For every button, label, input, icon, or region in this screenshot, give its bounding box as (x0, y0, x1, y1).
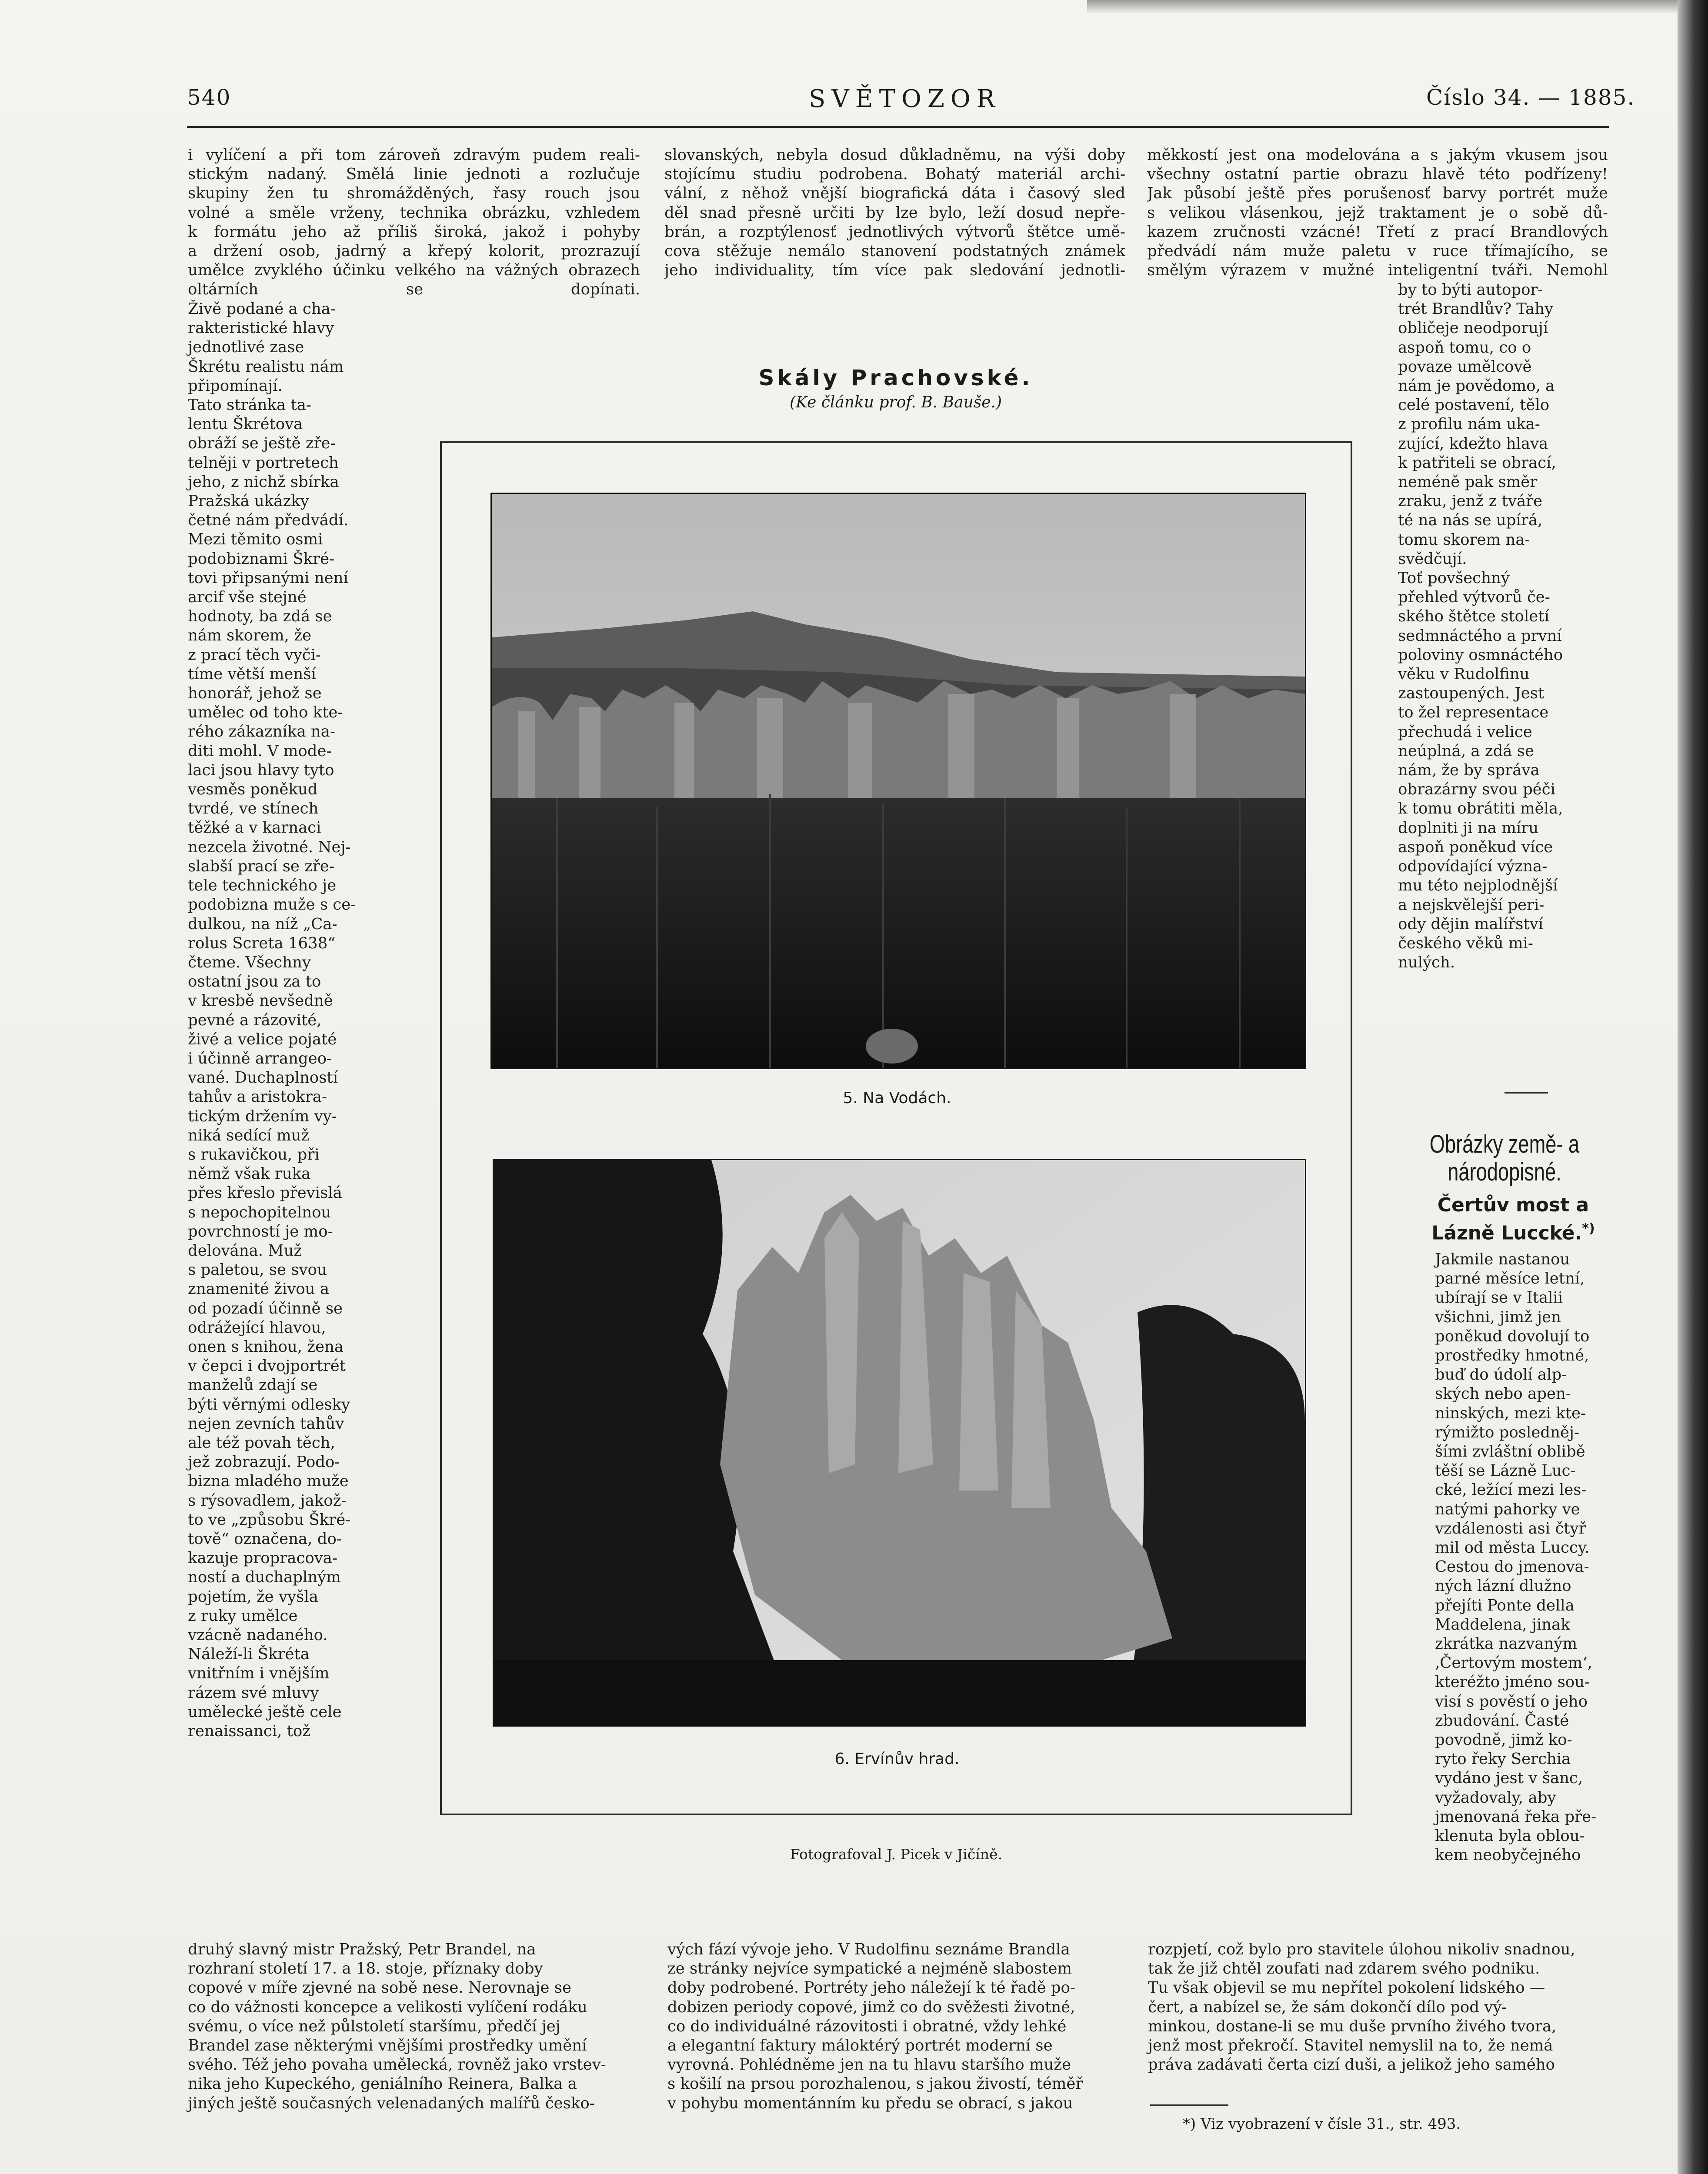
text-line: Jakmile nastanou (1435, 1250, 1570, 1268)
header-rule (187, 126, 1609, 128)
text-line: kem neobyčejného (1435, 1846, 1581, 1864)
text-line: v kresbě nevšedně (188, 992, 333, 1010)
text-line: prostředky hmotné, (1435, 1347, 1589, 1365)
text-line: Maddelena, jinak (1435, 1615, 1570, 1634)
text-line: celé postavení, tělo (1398, 396, 1550, 414)
text-line: parné měsíce letní, (1435, 1270, 1585, 1288)
text-line: umělec od toho kte- (188, 704, 343, 722)
article-title: Skály Prachovské. (758, 365, 1033, 390)
text-line: v čepci i dvojportrét (188, 1357, 346, 1375)
text-line: vyžadovaly, aby (1435, 1788, 1556, 1807)
text-line: rýmižto posledněj- (1435, 1423, 1579, 1441)
text-line: natými pahorky ve (1435, 1500, 1580, 1518)
text-line: ze stránky nejvíce sympatické a nejméně slabostem (667, 1960, 1072, 1978)
text-line: vesměs poněkud (188, 780, 318, 799)
text-line: cké, ležící mezi les- (1435, 1481, 1587, 1499)
text-line: s košilí na prsou porozhalenou, s jakou živostí, téměř (667, 2075, 1083, 2093)
text-line: i vylíčení a při tom zároveň zdravým pudem reali- (188, 146, 640, 164)
text-line: tele technického je (188, 877, 337, 895)
text-line: té na nás se upírá, (1398, 511, 1543, 530)
text-line: svědčují. (1398, 550, 1467, 568)
footnote: *) Viz vyobrazení v čísle 31., str. 493. (1183, 2115, 1461, 2133)
text-line: to ve „způsobu Škré- (188, 1510, 351, 1529)
text-line: tíme větší menší (188, 665, 316, 683)
text-line: tomu skorem na- (1398, 530, 1530, 549)
text-line: delována. Muž (188, 1241, 302, 1260)
text-line: přechudá i velice (1398, 723, 1532, 741)
text-line: poněkud dovolují to (1435, 1327, 1590, 1345)
text-line: nejen zevních tahův (188, 1414, 344, 1433)
text-line: Náleží-li Škréta (188, 1645, 310, 1664)
text-line: neméně pak směr (1398, 473, 1538, 491)
text-line: k tomu obrátiti měla, (1398, 800, 1563, 818)
text-line: ského štětce století (1398, 607, 1550, 626)
page-edge-shadow (1087, 0, 1696, 13)
text-line: arcif vše stejné (188, 588, 307, 607)
text-line: šími zvláštní oblibě (1435, 1443, 1585, 1461)
text-line: vydáno jest v šanc, (1435, 1769, 1583, 1787)
text-line: vnitřním i vnějším (188, 1664, 330, 1683)
text-line: němž však ruka (188, 1165, 311, 1183)
column-1-top-text (188, 146, 640, 300)
footnote-mark: *) (1582, 1221, 1595, 1236)
text-line: vzdálenosti asi čtyř (1435, 1519, 1586, 1537)
section-title-line-2: národopisné. (1448, 1158, 1561, 1186)
text-line: s nepochopitelnou (188, 1203, 331, 1221)
text-line: připomínají. (188, 377, 283, 395)
figure-6-caption: 6. Ervínův hrad. (834, 1750, 960, 1768)
text-line: renaissanci, tož (188, 1722, 310, 1741)
text-line: v pohybu momentánním ku předu se obrací, s jakou (667, 2094, 1073, 2112)
text-line: nám je povědomo, a (1398, 377, 1555, 395)
text-line: obrazárny svou péči (1398, 780, 1556, 799)
text-line: ubírají se v Italii (1435, 1289, 1563, 1307)
text-line: umělecké ještě cele (188, 1703, 342, 1721)
text-line: vzácně nadaného. (188, 1626, 328, 1644)
section-subtitle-text: Lázně Luccké. (1431, 1222, 1582, 1244)
text-line: rolus Screta 1638“ (188, 934, 336, 952)
text-line: živé a velice pojaté (188, 1030, 337, 1048)
text-line: rázem své mluvy (188, 1684, 319, 1702)
text-line: českého věků mi- (1398, 934, 1533, 952)
text-line: a nejskvělejší peri- (1398, 896, 1545, 914)
text-line: nezcela životné. Nej- (188, 838, 351, 856)
text-line: sedmnáctého a první (1398, 627, 1562, 645)
text-line: všechny ostatní partie obrazu hlavě této podřízeny! (1147, 165, 1608, 183)
text-line: niká sedící muž (188, 1126, 310, 1144)
text-line: volné a směle vrženy, technika obrázku, vzhledem (188, 203, 640, 222)
text-line: obličeje neodporují (1398, 319, 1548, 337)
photo-credit: Fotografoval J. Picek v Jičíně. (790, 1846, 1003, 1863)
text-line: nám, že by správa (1398, 761, 1540, 780)
text-line: měkkostí jest ona modelována a s jakým vkusem jsou (1147, 146, 1608, 164)
text-line: čert, a nabízel se, že sám dokončí dílo pod vý- (1148, 1998, 1507, 2016)
text-line: mu této nejplodnější (1398, 877, 1558, 895)
text-line: manželů zdají se (188, 1376, 318, 1394)
text-line: lentu Škrétova (188, 415, 303, 433)
text-line: jeho individuality, tím více pak sledování jednotli- (664, 261, 1125, 280)
text-line: honorář, jehož se (188, 684, 322, 703)
text-line: aspoň tomu, co o (1398, 338, 1531, 357)
text-line: povrchností je mo- (188, 1222, 333, 1240)
text-line: rozhraní století 17. a 18. stoje, příznaky doby (188, 1960, 543, 1978)
section-title-line-1: Obrázky země- a (1429, 1130, 1580, 1158)
text-line: podobiznami Škré- (188, 550, 335, 568)
column-2-bottom-text (667, 1940, 1124, 2113)
text-line: od pozadí účinně se (188, 1299, 343, 1317)
text-line: nám skorem, že (188, 627, 311, 645)
column-1-narrow-text (188, 300, 362, 1741)
text-line: hodnoty, ba zdá se (188, 607, 332, 626)
text-line: visí s pověstí o jeho (1435, 1692, 1588, 1711)
text-line: umělce zvyklého účinku velkého na vážných obrazech (188, 261, 640, 280)
text-line: k patřiteli se obrací, (1398, 453, 1556, 472)
text-line: klenuta byla oblou- (1435, 1827, 1585, 1845)
text-line: smělým výrazem v mužné inteligentní tváři. Nemohl (1147, 261, 1608, 280)
text-line: odpovídající význa- (1398, 857, 1548, 876)
text-line: a elegantní faktury máloktérý portrét moderní se (667, 2037, 1053, 2055)
text-line: předvádí nám muže paletu v ruce třímajícího, se (1147, 242, 1608, 260)
text-line: vých fází vývoje jeho. V Rudolfinu seznáme Brandla (667, 1941, 1070, 1958)
text-line: čteme. Všechny (188, 953, 311, 971)
text-line: četné nám předvádí. (188, 511, 349, 530)
text-line: bizna mladého muže (188, 1472, 349, 1490)
text-line: s paletou, se svou (188, 1261, 327, 1279)
text-line: rozpjetí, což bylo pro stavitele úlohou nikoliv snadnou, (1148, 1941, 1575, 1958)
text-line: s rukavičkou, při (188, 1145, 320, 1164)
text-line: kazem zručnosti vzácné! Třetí z prací Brandlových (1147, 223, 1608, 241)
text-line: cova stěžuje nemálo stanovení podstatných známek (664, 242, 1125, 260)
text-line: ninských, mezi kte- (1435, 1404, 1586, 1422)
text-line: Živě podané a cha- (188, 300, 336, 318)
text-line: Pražská ukázky (188, 492, 309, 510)
figure-5-caption: 5. Na Vodách. (843, 1089, 951, 1107)
photo-ervinuv-hrad (493, 1159, 1306, 1727)
column-3-bottom-text (1148, 1940, 1609, 2074)
text-line: svého. Též jeho povaha umělecká, rovněž jako vrstev- (188, 2056, 606, 2074)
book-spine (1678, 0, 1708, 2174)
text-line: laci jsou hlavy tyto (188, 761, 334, 779)
text-line: ností a duchaplným (188, 1568, 341, 1587)
text-line: a držení osob, jadrný a křepý kolorit, prozrazují (188, 242, 640, 260)
text-line: brán, a rozptýlenosť jednotlivých výtvorů štětce umě- (664, 223, 1125, 241)
text-line: pevné a rázovité, (188, 1011, 322, 1029)
text-line: by to býti autopor- (1398, 281, 1543, 299)
text-line: buď do údolí alp- (1435, 1366, 1567, 1384)
text-line: vální, z něhož vnější biografická dáta i časový sled (664, 184, 1125, 203)
text-line: ských nebo apen- (1435, 1385, 1571, 1403)
text-line: práva zadávati čerta cizí duši, a jelikož jeho samého (1148, 2056, 1555, 2074)
text-line: tvrdé, ve stínech (188, 800, 319, 818)
column-3-narrow-text (1398, 280, 1611, 972)
article-subtitle: (Ke článku prof. B. Bauše.) (789, 393, 1002, 411)
text-line: tak že již chtěl zoufati nad zdarem svého podniku. (1148, 1960, 1540, 1978)
text-line: zraku, jenž z tváře (1398, 492, 1543, 510)
text-line: stickým nadaný. Smělá linie jednoti a rozlučuje (188, 165, 640, 183)
text-line: vyrovná. Pohlédněme jen na tu hlavu staršího muže (667, 2056, 1071, 2074)
text-line: k formátu jeho až příliš široká, jakož i pohyby (188, 223, 640, 241)
text-line: Mezi těmito osmi (188, 530, 323, 549)
text-line: stojícímu studiu podrobena. Bohatý materiál archi- (664, 165, 1125, 183)
text-line: trét Brandlův? Tahy (1398, 300, 1554, 318)
text-line: povodně, jimž ko- (1435, 1731, 1572, 1749)
text-line: skupiny žen tu shromážděných, řasy rouch jsou (188, 184, 640, 203)
text-line: z prací těch vyči- (188, 646, 321, 664)
text-line: minkou, dostane-li se mu duše prvního živého tvora, (1148, 2017, 1557, 2035)
text-line: z profilu nám uka- (1398, 415, 1540, 433)
text-line: nika jeho Kupeckého, geniálního Reinera, Balka a (188, 2075, 577, 2093)
text-line: co do individuálné rázovitosti i obratné, vždy lehké (667, 2017, 1067, 2035)
text-line: druhý slavný mistr Pražský, Petr Brandel, na (188, 1941, 536, 1958)
text-line: rého zákazníka na- (188, 723, 335, 741)
text-line: tickým držením vy- (188, 1107, 337, 1125)
text-line: Tato stránka ta- (188, 396, 311, 414)
text-line: ‚Čertovým mostem‘, (1435, 1654, 1592, 1672)
text-line: aspoň poněkud více (1398, 838, 1553, 856)
text-line: býti věrnými odlesky (188, 1395, 350, 1414)
text-line: oltárních se dopínati. (188, 280, 640, 299)
section-subtitle (1418, 1194, 1609, 1245)
text-line: zující, kdežto hlava (1398, 434, 1548, 453)
text-line: co do vážnosti koncepce a velikosti vylíčení rodáku (188, 1998, 587, 2016)
text-line: Cestou do jmenova- (1435, 1558, 1589, 1576)
text-line: vané. Duchaplností (188, 1069, 338, 1087)
text-line: rakteristické hlavy (188, 319, 334, 337)
text-line: zbudování. Časté (1435, 1711, 1569, 1730)
text-line: ostatní jsou za to (188, 973, 321, 991)
page-number: 540 (187, 85, 231, 110)
text-line: poloviny osmnáctého (1398, 646, 1563, 664)
text-line: jež zobrazují. Podo- (188, 1453, 340, 1471)
text-line: slabší prací se zře- (188, 857, 334, 875)
text-line: tahův a aristokra- (188, 1088, 327, 1106)
text-line: podobizna muže s ce- (188, 896, 356, 914)
text-line: pojetím, že vyšla (188, 1587, 318, 1606)
text-line: děl snad přesně určiti by lze bylo, leží dosud nepře- (664, 203, 1125, 222)
text-line: zastoupených. Jest (1398, 684, 1545, 703)
text-line: jenž most překročí. Stavitel nemyslil na to, že nemá (1148, 2037, 1553, 2055)
text-line: jmenovaná řeka pře- (1435, 1807, 1597, 1826)
text-line: obráží se ještě zře- (188, 434, 336, 453)
text-line: copové v míře zjevné na sobě nese. Nerovnaje se (188, 1979, 571, 1997)
text-line: dulkou, na níž „Ca- (188, 915, 337, 933)
text-line: přes křeslo převislá (188, 1184, 342, 1202)
text-line: doplniti ji na míru (1398, 819, 1539, 837)
column-1-bottom-text (188, 1940, 640, 2113)
text-line: znamenité živou a (188, 1280, 329, 1298)
text-line: to žel representace (1398, 704, 1549, 722)
text-line: i účinně arrangeo- (188, 1049, 332, 1067)
text-line: s velikou vlásenkou, jejž traktament je o sobě dů- (1147, 203, 1608, 222)
text-line: neúplná, a zdá se (1398, 742, 1534, 760)
text-line: jiných ještě současných velenadaných malířů česko- (188, 2094, 595, 2112)
text-line: ale též povah těch, (188, 1434, 335, 1452)
text-line: dobizen periody copové, jimž co do svěžesti životné, (667, 1998, 1075, 2016)
text-line: telněji v portretech (188, 453, 339, 472)
text-line: Škrétu realistu nám (188, 357, 344, 376)
text-line: jeho, z nichž sbírka (188, 473, 339, 491)
text-line: tovi připsanými není (188, 569, 348, 587)
text-line: jednotlivé zase (188, 338, 304, 357)
text-line: diti mohl. V mode- (188, 742, 332, 760)
text-line: onen s knihou, žena (188, 1337, 344, 1356)
text-line: věku v Rudolfinu (1398, 665, 1530, 684)
section-divider (1505, 1092, 1548, 1094)
text-line: ných lázní dlužno (1435, 1577, 1571, 1595)
text-line: ryto řeky Serchia (1435, 1750, 1571, 1768)
text-line: odrážející hlavou, (188, 1318, 326, 1337)
photo-na-vodach (490, 493, 1306, 1069)
issue-number: Číslo 34. — 1885. (1426, 85, 1635, 110)
text-line: tově“ označena, do- (188, 1530, 342, 1548)
footnote-rule (1150, 2104, 1228, 2106)
section-title (1423, 1130, 1586, 1186)
column-2-top-text (664, 146, 1125, 280)
text-line: kteréžto jméno sou- (1435, 1673, 1590, 1691)
text-line: těžké a v karnaci (188, 819, 321, 837)
text-line: Brandel zase některými vnějšími prostředky umění (188, 2037, 587, 2055)
text-line: mil od města Luccy. (1435, 1539, 1590, 1557)
text-line: nulých. (1398, 954, 1455, 972)
text-line: Tu však objevil se mu nepřítel pokolení lidského — (1148, 1979, 1545, 1997)
column-3-top-text (1147, 146, 1608, 280)
text-line: Jak působí ještě přes porušenosť barvy portrét muže (1147, 184, 1608, 203)
column-3-section-text (1435, 1250, 1609, 1865)
text-line: všichni, jimž jen (1435, 1308, 1561, 1326)
text-line: přejíti Ponte della (1435, 1596, 1575, 1614)
text-line: přehled výtvorů če- (1398, 588, 1550, 607)
text-line: povaze umělcově (1398, 357, 1532, 376)
text-line: kazuje propracova- (188, 1549, 337, 1567)
text-line: zkrátka nazvaným (1435, 1635, 1578, 1653)
text-line: těší se Lázně Luc- (1435, 1462, 1576, 1480)
text-line: doby podrobené. Portréty jeho náležejí k té řadě po- (667, 1979, 1076, 1997)
text-line: slovanských, nebyla dosud důkladněmu, na výši doby (664, 146, 1125, 164)
text-line: s rýsovadlem, jakož- (188, 1491, 347, 1510)
text-line: Toť povšechný (1398, 569, 1510, 587)
text-line: ody dějin malířství (1398, 915, 1544, 933)
section-subtitle-line-1: Čertův most a (1437, 1194, 1589, 1216)
text-line: z ruky umělce (188, 1607, 298, 1625)
section-subtitle-line-2 (1418, 1217, 1609, 1245)
text-line: svému, o více než půlstoletí staršímu, předčí jej (188, 2017, 560, 2035)
publication-title: SVĚTOZOR (809, 85, 1001, 113)
